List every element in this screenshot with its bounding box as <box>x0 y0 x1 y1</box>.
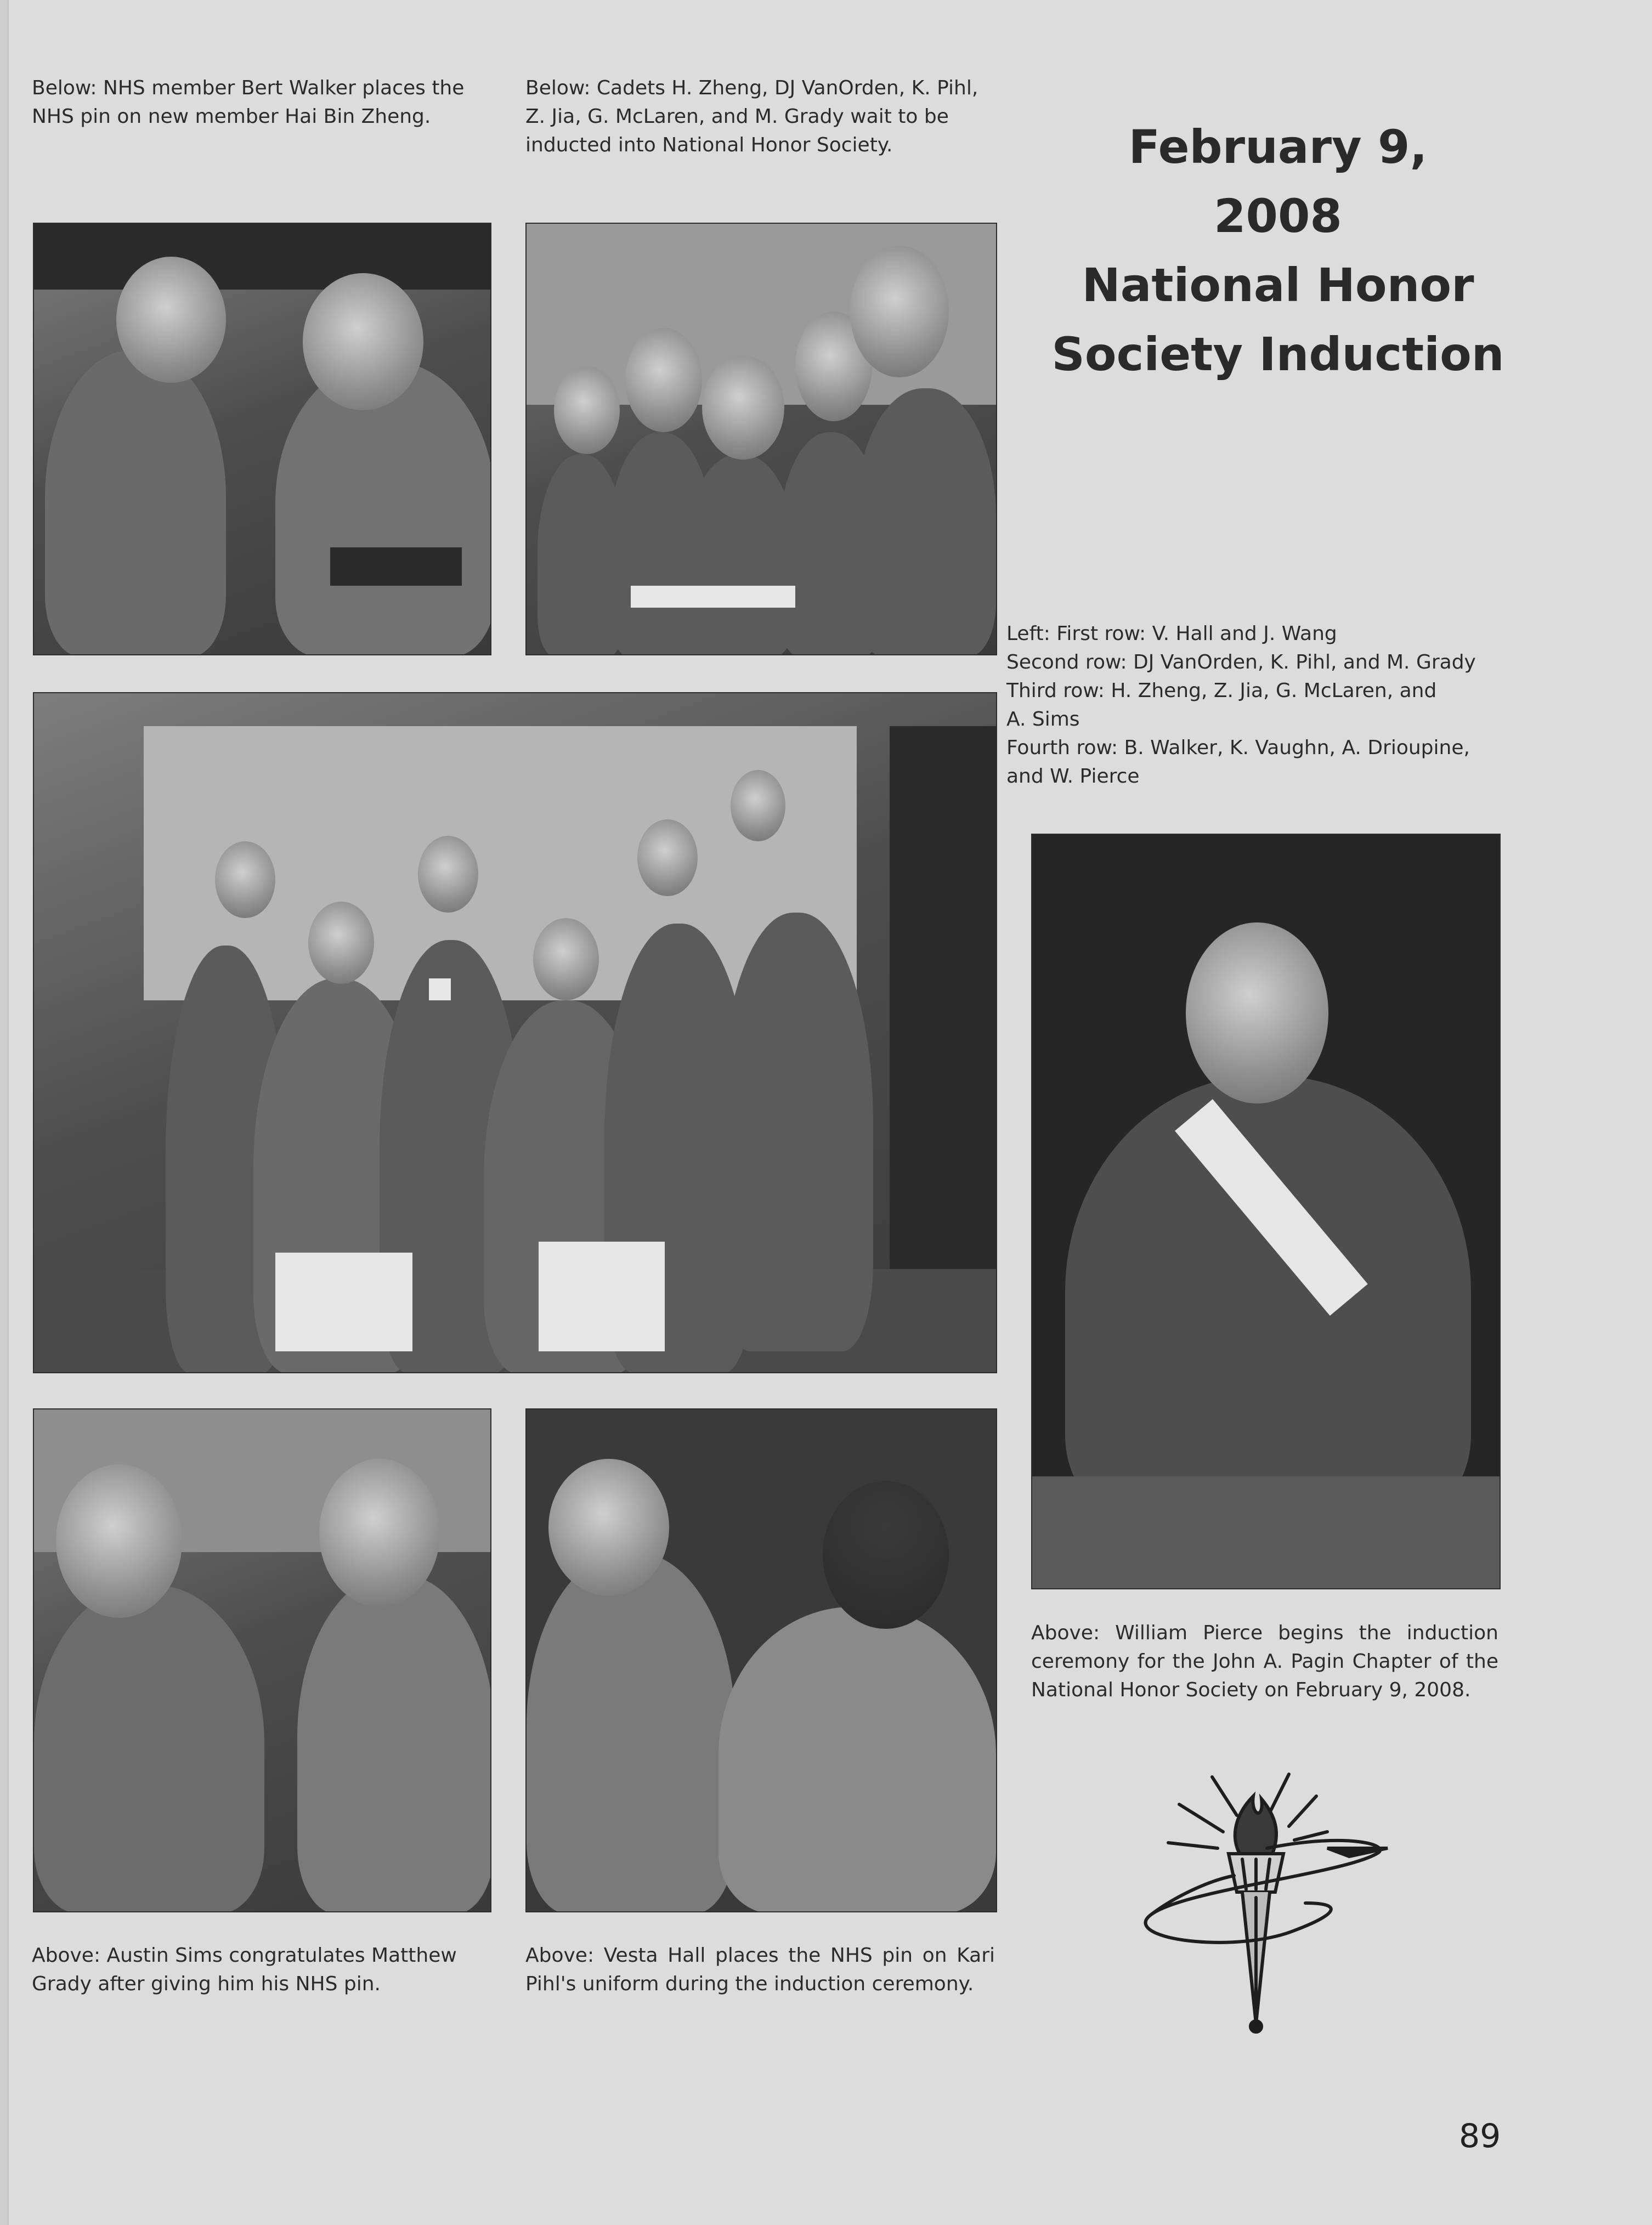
title-line-date: February 9, <box>1128 120 1428 174</box>
page-title <box>1031 112 1525 389</box>
caption-pin-walker-zheng: Below: NHS member Bert Walker places the NHS pin on new member Hai Bin Zheng. <box>32 77 465 128</box>
title-line-year: 2008 <box>1214 189 1342 243</box>
caption-hall-pihl: Above: Vesta Hall places the NHS pin on Kari Pihl's uniform during the induction ceremony. <box>525 1944 995 1995</box>
caption-william-pierce: Above: William Pierce begins the induction ceremony for the John A. Pagin Chapter of the National Honor Society on February 9, 2008. <box>1031 1622 1498 1701</box>
photo-william-pierce <box>1031 834 1501 1589</box>
title-line-event-2: Society Induction <box>1051 327 1504 381</box>
photo-group-inductees <box>33 692 997 1373</box>
caption-sims-grady: Above: Austin Sims congratulates Matthew Grady after giving him his NHS pin. <box>32 1944 457 1995</box>
photo-sims-grady <box>33 1408 491 1912</box>
nhs-torch-emblem-icon <box>1130 1766 1415 2040</box>
caption-cadets-waiting: Below: Cadets H. Zheng, DJ VanOrden, K. Pihl, Z. Jia, G. McLaren, and M. Grady wait to be inducted into National Honor Society. <box>525 77 978 156</box>
photo-pinning-zheng <box>33 223 491 655</box>
caption-group-rows: Left: First row: V. Hall and J. Wang Second row: DJ VanOrden, K. Pihl, and M. Grady Third row: H. Zheng, Z. Jia, G. McLaren, and A. Sims Fourth row: B. Walker, K. Vaughn, A. Drioupine, and W. Pierce <box>1006 622 1476 788</box>
photo-cadets-waiting <box>525 223 997 655</box>
photo-hall-pihl <box>525 1408 997 1912</box>
page-number: 89 <box>1459 2117 1501 2155</box>
title-line-event-1: National Honor <box>1082 258 1474 312</box>
